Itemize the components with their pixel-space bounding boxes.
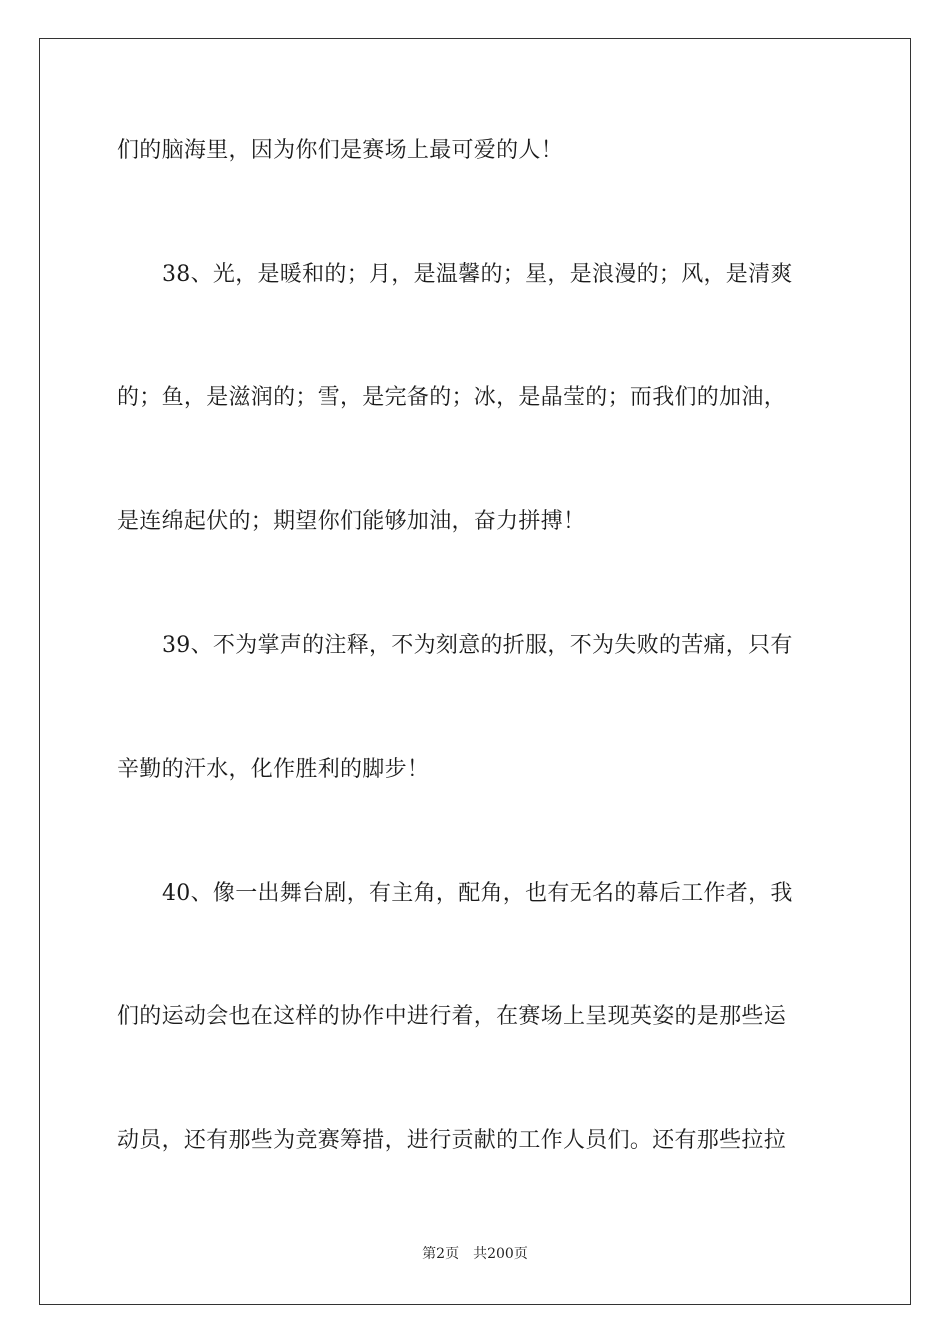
page-number: 第2页 xyxy=(422,1246,460,1262)
text-line: 的；鱼，是滋润的；雪，是完备的；冰，是晶莹的；而我们的加油， xyxy=(117,385,787,410)
text-line: 们的脑海里，因为你们是赛场上最可爱的人！ xyxy=(117,138,564,163)
page-total: 共200页 xyxy=(473,1246,528,1262)
text-line: 们的运动会也在这样的协作中进行着，在赛场上呈现英姿的是那些运 xyxy=(117,1004,787,1029)
text-line: 40、像一出舞台剧，有主角，配角，也有无名的幕后工作者，我 xyxy=(162,881,793,906)
text-line: 是连绵起伏的；期望你们能够加油，奋力拼搏！ xyxy=(117,509,586,534)
text-line: 动员，还有那些为竞赛筹措，进行贡献的工作人员们。还有那些拉拉 xyxy=(117,1128,787,1153)
page-frame xyxy=(39,38,911,1305)
text-line: 辛勤的汗水，化作胜利的脚步！ xyxy=(117,757,430,782)
text-line: 38、光，是暖和的；月，是温馨的；星，是浪漫的；风，是清爽 xyxy=(162,262,793,287)
page-footer xyxy=(0,1244,950,1264)
text-line: 39、不为掌声的注释，不为刻意的折服，不为失败的苦痛，只有 xyxy=(162,633,793,658)
